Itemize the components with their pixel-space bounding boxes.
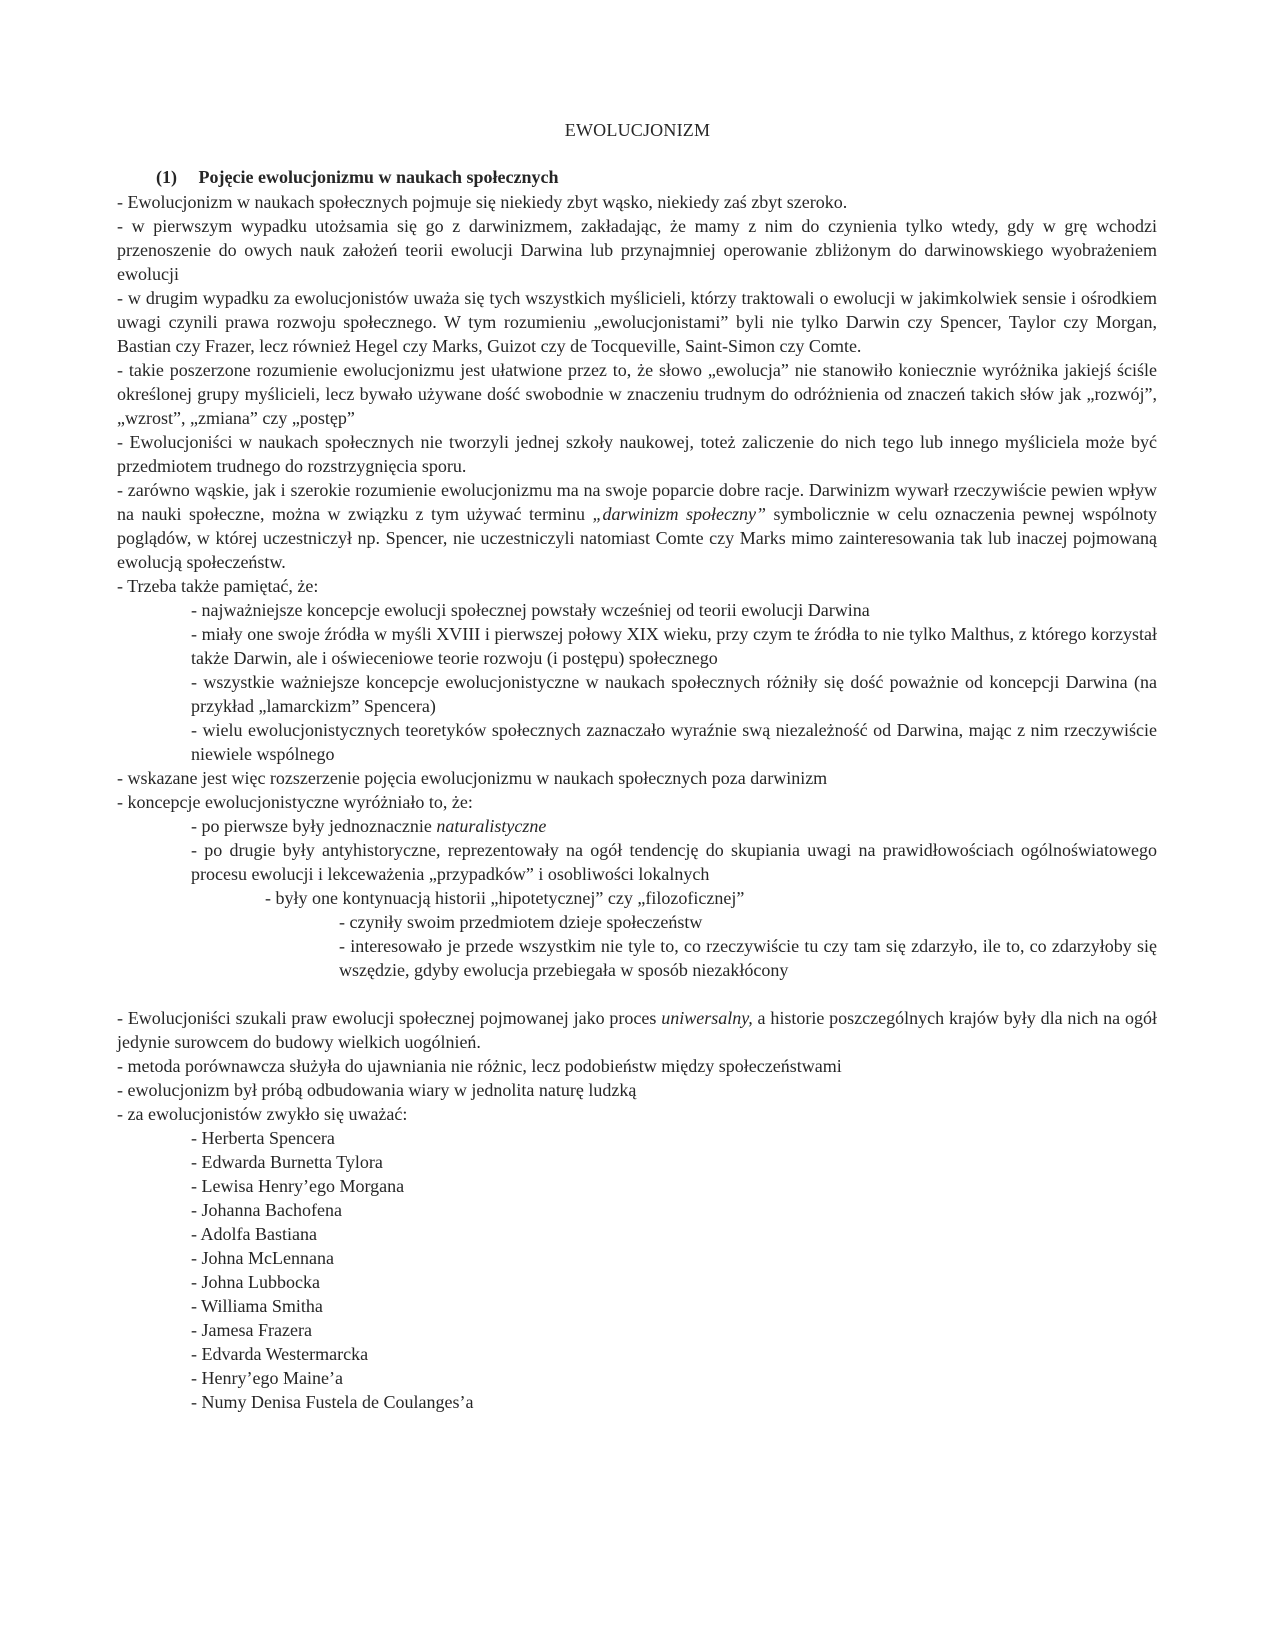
list-item: - Johna McLennana: [191, 1248, 334, 1268]
section-number: (1): [156, 167, 177, 187]
paragraph: - ewolucjonizm był próbą odbudowania wiary w jednolita naturę ludzką: [117, 1080, 637, 1100]
list-item: - Herberta Spencera: [191, 1128, 335, 1148]
section-heading: [156, 167, 1056, 188]
paragraph: - takie poszerzone rozumienie ewolucjonizmu jest ułatwione przez to, że słowo „ewolucja” nie stanowiło koniecznie wyróżnika jakiejś ściśle określonej grupy myślicieli, lecz bywało używane dość swobodnie w znaczeniu trudnym do odróżnienia od znaczeń takich słów jak „rozwój”, „wzrost”, „zmiana” czy „postęp”: [117, 360, 1157, 428]
paragraph: - wszystkie ważniejsze koncepcje ewolucjonistyczne w naukach społecznych różniły się dość poważnie od koncepcji Darwina (na przykład „lamarckizm” Spencera): [191, 672, 1157, 716]
list-item: - Edwarda Burnetta Tylora: [191, 1152, 383, 1172]
paragraph: - w drugim wypadku za ewolucjonistów uważa się tych wszystkich myślicieli, którzy traktowali o ewolucji w jakimkolwiek sensie i ośrodkiem uwagi czynili prawa rozwoju społecznego. W tym rozumieniu „ewolucjonistami” byli nie tylko Darwin czy Spencer, Taylor czy Morgan, Bastian czy Frazer, lecz również Hegel czy Marks, Guizot czy de Tocqueville, Saint-Simon czy Comte.: [117, 288, 1157, 356]
paragraph: - interesowało je przede wszystkim nie tyle to, co rzeczywiście tu czy tam się zdarzyło, ile to, co zdarzyłoby się wszędzie, gdyby ewolucja przebiegała w sposób niezakłócony: [339, 936, 1157, 980]
paragraph: - najważniejsze koncepcje ewolucji społecznej powstały wcześniej od teorii ewolucji Darwina: [191, 600, 870, 620]
paragraph: - czyniły swoim przedmiotem dzieje społeczeństw: [339, 912, 703, 932]
paragraph: - wskazane jest więc rozszerzenie pojęcia ewolucjonizmu w naukach społecznych poza darwinizm: [117, 768, 828, 788]
list-item: - Johna Lubbocka: [191, 1272, 320, 1292]
list-item: - Adolfa Bastiana: [191, 1224, 317, 1244]
paragraph: - Ewolucjoniści szukali praw ewolucji społecznej pojmowanej jako proces uniwersalny, a historie poszczególnych krajów były dla nich na ogół jedynie surowcem do budowy wielkich uogólnień.: [117, 1008, 1157, 1052]
list-item: - Williama Smitha: [191, 1296, 323, 1316]
list-item: - Numy Denisa Fustela de Coulanges’a: [191, 1392, 474, 1412]
paragraph: - za ewolucjonistów zwykło się uważać:: [117, 1104, 408, 1124]
paragraph: - wielu ewolucjonistycznych teoretyków społecznych zaznaczało wyraźnie swą niezależność od Darwina, mając z nim rzeczywiście niewiele wspólnego: [191, 720, 1157, 764]
paragraph-gap: [117, 982, 1157, 1006]
paragraph: - w pierwszym wypadku utożsamia się go z darwinizmem, zakładając, że mamy z nim do czynienia tylko wtedy, gdy w grę wchodzi przenoszenie do owych nauk założeń teorii ewolucji Darwina lub przynajmniej operowanie zbliżonym do darwinowskiego wyobrażeniem ewolucji: [117, 216, 1157, 284]
list-item: - Johanna Bachofena: [191, 1200, 342, 1220]
paragraph: - Ewolucjonizm w naukach społecznych pojmuje się niekiedy zbyt wąsko, niekiedy zaś zbyt szeroko.: [117, 192, 848, 212]
paragraph: - były one kontynuacją historii „hipotetycznej” czy „filozoficznej”: [265, 888, 745, 908]
paragraph: - koncepcje ewolucjonistyczne wyróżniało to, że:: [117, 792, 473, 812]
paragraph: - zarówno wąskie, jak i szerokie rozumienie ewolucjonizmu ma na swoje poparcie dobre racje. Darwinizm wywarł rzeczywiście pewien wpływ na nauki społeczne, można w związku z tym używać terminu „darwinizm społeczny” symbolicznie w celu oznaczenia pewnej wspólnoty poglądów, w której uczestniczył np. Spencer, nie uczestniczyli natomiast Comte czy Marks mimo zainteresowania tak lub inaczej pojmowaną ewolucją społeczeństw.: [117, 480, 1157, 572]
list-item: - Lewisa Henry’ego Morgana: [191, 1176, 405, 1196]
paragraph: - metoda porównawcza służyła do ujawniania nie różnic, lecz podobieństw między społeczeństwami: [117, 1056, 842, 1076]
list-item: - Edvarda Westermarcka: [191, 1344, 369, 1364]
paragraph: - po drugie były antyhistoryczne, reprezentowały na ogół tendencję do skupiania uwagi na prawidłowościach ogólnoświatowego procesu ewolucji i lekceważenia „przypadków” i osobliwości lokalnych: [191, 840, 1157, 884]
document-title: EWOLUCJONIZM: [564, 120, 711, 140]
section-heading-text: Pojęcie ewolucjonizmu w naukach społecznych: [198, 167, 559, 187]
paragraph: - miały one swoje źródła w myśli XVIII i pierwszej połowy XIX wieku, przy czym te źródła to nie tylko Malthus, z którego korzystał także Darwin, ale i oświeceniowe teorie rozwoju (i postępu) społecznego: [191, 624, 1157, 668]
paragraph: - Ewolucjoniści w naukach społecznych nie tworzyli jednej szkoły naukowej, toteż zaliczenie do nich tego lub innego myśliciela może być przedmiotem trudnego do rozstrzygnięcia sporu.: [117, 432, 1157, 476]
paragraph: - po pierwsze były jednoznacznie naturalistyczne: [191, 816, 547, 836]
paragraph: - Trzeba także pamiętać, że:: [117, 576, 319, 596]
list-item: - Jamesa Frazera: [191, 1320, 312, 1340]
document-body: [117, 190, 1157, 1414]
list-item: - Henry’ego Maine’a: [191, 1368, 343, 1388]
